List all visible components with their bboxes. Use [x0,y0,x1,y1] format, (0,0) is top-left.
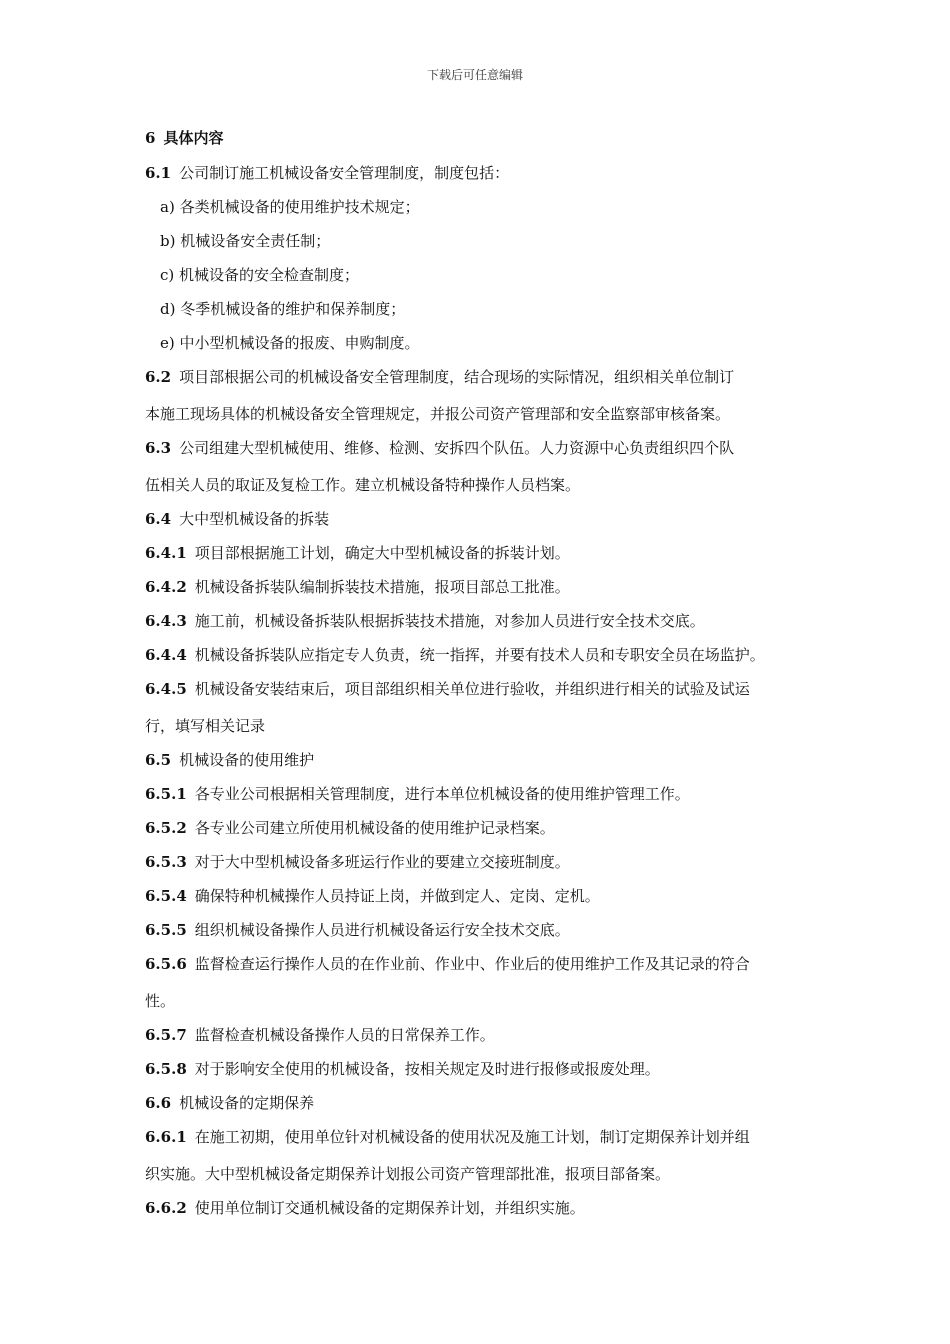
clause-text: 机械设备拆装队编制拆装技术措施，报项目部总工批准。 [194,578,570,596]
paragraph-line [145,777,825,811]
paragraph-line [145,672,825,706]
clause-number: 6.4 [145,510,172,528]
clause-text: 施工前，机械设备拆装队根据拆装技术措施，对参加人员进行安全技术交底。 [194,612,705,630]
clause-text: 伍相关人员的取证及复检工作。建立机械设备特种操作人员档案。 [145,476,581,494]
clause-number: 6.5 [145,751,172,769]
clause-number: 6.4.1 [145,544,187,562]
clause-text: 公司组建大型机械使用、维修、检测、安拆四个队伍。人力资源中心负责组织四个队 [179,439,735,457]
paragraph-continuation [145,984,825,1018]
clause-number: 6.3 [145,439,172,457]
clause-number: 6.2 [145,368,172,386]
paragraph-line [145,1191,825,1225]
clause-text: 监督检查运行操作人员的在作业前、作业中、作业后的使用维护工作及其记录的符合 [194,955,750,973]
clause-text: 机械设备的定期保养 [179,1094,315,1112]
clause-text: 确保特种机械操作人员持证上岗，并做到定人、定岗、定机。 [194,887,600,905]
clause-text: 各专业公司根据相关管理制度，进行本单位机械设备的使用维护管理工作。 [194,785,690,803]
list-item [145,292,825,326]
clause-text: 织实施。大中型机械设备定期保养计划报公司资产管理部批准，报项目部备案。 [145,1165,671,1183]
clause-text: 机械设备安装结束后，项目部组织相关单位进行验收，并组织进行相关的试验及试运 [194,680,750,698]
clause-number: 6.6.1 [145,1128,187,1146]
section-number: 6 [145,129,156,147]
clause-text: 项目部根据施工计划，确定大中型机械设备的拆装计划。 [194,544,570,562]
page-header: 下载后可任意编辑 [426,68,523,82]
paragraph-line [145,811,825,845]
paragraph-line [145,156,825,190]
paragraph-line [145,913,825,947]
clause-text: 组织机械设备操作人员进行机械设备运行安全技术交底。 [194,921,570,939]
clause-text: 机械设备的使用维护 [179,751,315,769]
clause-text: 在施工初期，使用单位针对机械设备的使用状况及施工计划，制订定期保养计划并组 [194,1128,750,1146]
clause-number: 6.4.5 [145,680,187,698]
list-item [145,224,825,258]
clause-text: 行，填写相关记录 [145,717,266,735]
paragraph-line [145,604,825,638]
document-body [145,124,825,1225]
paragraph-line [145,1086,825,1120]
paragraph-line [145,1052,825,1086]
section-heading [145,124,825,152]
clause-number: 6.6.2 [145,1199,187,1217]
clause-text: 性。 [145,992,176,1010]
clause-number: 6.4.2 [145,578,187,596]
paragraph-line [145,570,825,604]
clause-number: 6.5.2 [145,819,187,837]
paragraph-line [145,536,825,570]
paragraph-continuation [145,709,825,743]
paragraph-line [145,1018,825,1052]
paragraph-line [145,1120,825,1154]
clause-text: 各专业公司建立所使用机械设备的使用维护记录档案。 [194,819,555,837]
clause-text: 大中型机械设备的拆装 [179,510,330,528]
clause-text: 监督检查机械设备操作人员的日常保养工作。 [194,1026,495,1044]
clause-text: d) 冬季机械设备的维护和保养制度； [160,300,406,318]
paragraph-line [145,431,825,465]
clause-number: 6.6 [145,1094,172,1112]
clause-text: e) 中小型机械设备的报废、申购制度。 [160,334,420,352]
paragraph-line [145,947,825,981]
clause-number: 6.5.3 [145,853,187,871]
paragraph-line [145,360,825,394]
clause-number: 6.4.4 [145,646,187,664]
clause-text: c) 机械设备的安全检查制度； [160,266,360,284]
clause-text: 对于大中型机械设备多班运行作业的要建立交接班制度。 [194,853,570,871]
paragraph-continuation [145,1157,825,1191]
paragraph-line [145,845,825,879]
clause-number: 6.5.4 [145,887,187,905]
clause-text: b) 机械设备安全责任制； [160,232,331,250]
clause-text: 使用单位制订交通机械设备的定期保养计划，并组织实施。 [194,1199,585,1217]
clause-text: a) 各类机械设备的使用维护技术规定； [160,198,420,216]
paragraph-line [145,879,825,913]
clause-number: 6.4.3 [145,612,187,630]
clause-text: 本施工现场具体的机械设备安全管理规定，并报公司资产管理部和安全监察部审核备案。 [145,405,731,423]
clause-text: 公司制订施工机械设备安全管理制度，制度包括： [179,164,510,182]
paragraph-line [145,502,825,536]
paragraph-continuation [145,468,825,502]
section-title: 具体内容 [163,129,224,147]
clause-text: 对于影响安全使用的机械设备，按相关规定及时进行报修或报废处理。 [194,1060,660,1078]
clause-text: 项目部根据公司的机械设备安全管理制度，结合现场的实际情况，组织相关单位制订 [179,368,735,386]
clause-number: 6.5.1 [145,785,187,803]
clause-text: 机械设备拆装队应指定专人负责，统一指挥，并要有技术人员和专职安全员在场监护。 [194,646,765,664]
paragraph-continuation [145,397,825,431]
clause-number: 6.5.5 [145,921,187,939]
clause-number: 6.5.6 [145,955,187,973]
paragraph-line [145,743,825,777]
clause-number: 6.5.8 [145,1060,187,1078]
paragraph-line [145,638,825,672]
clause-number: 6.5.7 [145,1026,187,1044]
list-item [145,258,825,292]
clause-number: 6.1 [145,164,172,182]
list-item [145,190,825,224]
list-item [145,326,825,360]
paragraph-list [145,156,825,1225]
